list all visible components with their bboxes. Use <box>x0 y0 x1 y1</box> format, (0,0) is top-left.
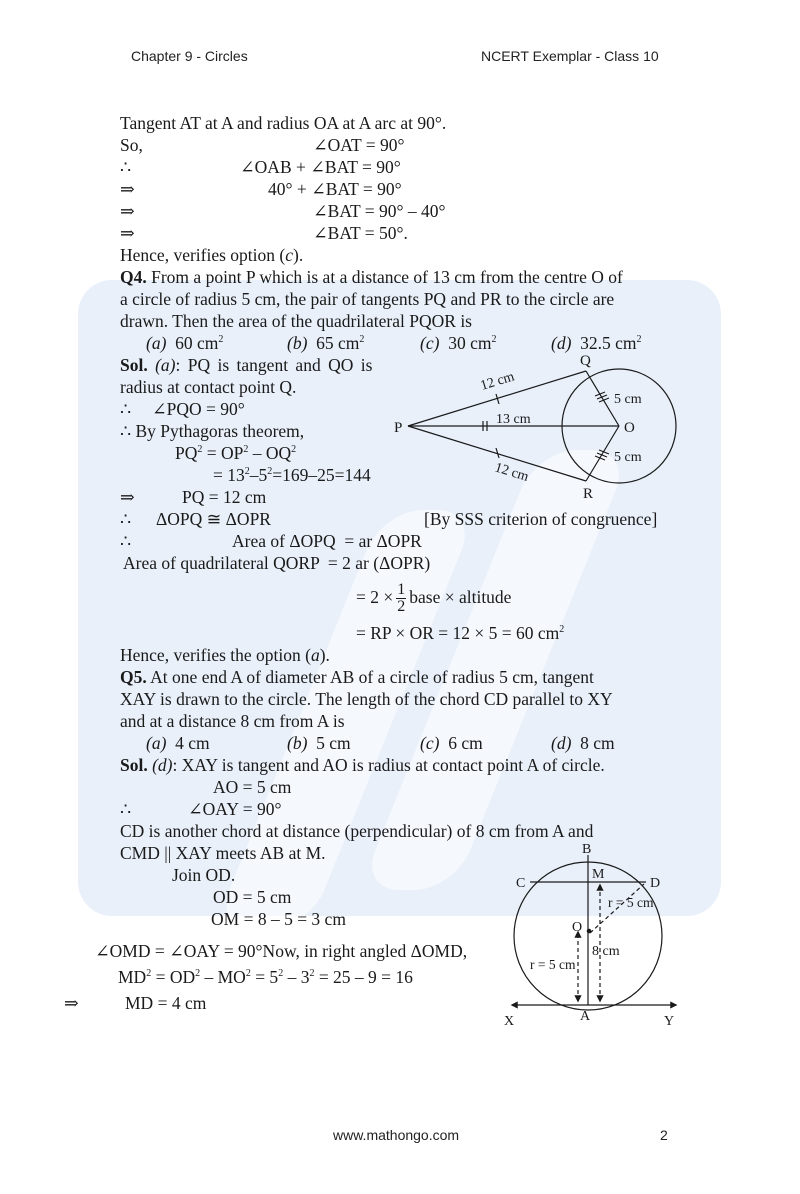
q4-area-eq3: = 2 × $\frac{1}{2}$ base × altitude <box>356 581 512 616</box>
pq-length-label: 12 cm <box>478 369 517 394</box>
point-d-label: D <box>650 876 661 891</box>
point-x-label: X <box>504 1014 515 1029</box>
q3-row-lhs: ⇒ <box>120 201 135 221</box>
po-length-label: 13 cm <box>496 412 531 427</box>
q4-question-line: Q4. From a point P which is at a distance of 13 cm from the centre O of <box>120 267 623 287</box>
q3-row-eq: ∠BAT = 90° – 40° <box>313 201 446 221</box>
q4-therefore: ∴ <box>120 509 132 529</box>
q4-area-eq2: Area of quadrilateral QORP = 2 ar (ΔOPR) <box>123 553 431 573</box>
q5-md-squared: $MD^2 = OD^2 - MO^2 = 5^2 - 3^2 = 25 - 9 = 16$ <box>118 967 413 987</box>
qo-length-label: 5 cm <box>614 392 642 407</box>
q4-option-a: (a) 60 $cm^2$ <box>146 333 224 353</box>
pr-length-label: 12 cm <box>492 460 531 485</box>
ro-length-label: 5 cm <box>614 450 642 465</box>
q5-solution-line: CMD || XAY meets AB at M. <box>120 843 326 863</box>
point-o-label: O <box>572 920 583 935</box>
q5-chord-figure <box>490 835 690 1035</box>
q4-option-d: (d) 32.5 $cm^2$ <box>551 333 642 353</box>
q4-area-eq1: Area of ΔOPQ = ar ΔOPR <box>232 531 422 551</box>
q4-congruence: ΔOPQ ≅ ΔOPR <box>156 509 271 529</box>
header-book-title: NCERT Exemplar - Class 10 <box>481 48 659 64</box>
q4-question-line: drawn. Then the area of the quadrilateral PQOR is <box>120 311 472 331</box>
q5-solution-line: CD is another chord at distance (perpendicular) of 8 cm from A and <box>120 821 594 841</box>
q5-solution-line: Sol. (d): XAY is tangent and AO is radius at contact point A of circle. <box>120 755 605 775</box>
q4-tangent-figure <box>390 345 680 505</box>
header-chapter-title: Chapter 9 - Circles <box>131 48 248 64</box>
q5-option-c: (c) 6 cm <box>420 733 483 753</box>
q4-congruence-reason: [By SSS criterion of congruence] <box>424 509 658 529</box>
q5-od: OD = 5 cm <box>213 887 292 907</box>
q5-question-line: XAY is drawn to the circle. The length of the chord CD parallel to XY <box>120 689 613 709</box>
q3-row-lhs: ⇒ <box>120 179 135 199</box>
q4-pyth-eq1: $PQ^2 = OP^2 - OQ^2$ <box>175 443 297 463</box>
q3-row-eq: ∠OAB + ∠BAT = 90° <box>240 157 401 177</box>
q5-question-line: and at a distance 8 cm from A is <box>120 711 345 731</box>
q5-question-line: Q5. At one end A of diameter AB of a circle of radius 5 cm, tangent <box>120 667 594 687</box>
q5-angle-oay: ∠OAY = 90° <box>188 799 282 819</box>
point-y-label: Y <box>664 1014 675 1029</box>
q4-label: Q4. <box>120 267 147 287</box>
q5-option-d: (d) 8 cm <box>551 733 615 753</box>
q4-option-c: (c) 30 $cm^2$ <box>420 333 497 353</box>
q5-implies: ⇒ <box>64 993 79 1013</box>
q5-therefore: ∴ <box>120 799 132 819</box>
point-b-label: B <box>582 842 592 857</box>
q4-option-b: (b) 65 $cm^2$ <box>287 333 365 353</box>
distance-am-label: 8 cm <box>592 944 620 959</box>
q5-label: Q5. <box>120 667 147 687</box>
radius-od-label: r = 5 cm <box>608 895 654 910</box>
page-number: 2 <box>660 1127 668 1143</box>
q4-therefore: ∴ <box>120 399 132 419</box>
q3-row-lhs: ∴ <box>120 157 132 177</box>
q5-ao: AO = 5 cm <box>213 777 292 797</box>
fraction-half: $\frac{1}{2}$ <box>397 581 406 616</box>
point-o-label: O <box>624 420 635 436</box>
q4-therefore: ∴ <box>120 531 132 551</box>
q3-row-eq: ∠BAT = 50°. <box>313 223 408 243</box>
q4-pq-result: PQ = 12 cm <box>182 487 267 507</box>
q5-angle-omd: ∠OMD = ∠OAY = 90°Now, in right angled ΔOMD, <box>95 941 468 961</box>
q3-tangent-line: Tangent AT at A and radius OA at A arc at 90°. <box>120 113 447 133</box>
q5-om: OM = 8 – 5 = 3 cm <box>211 909 346 929</box>
q4-pythagoras: ∴ By Pythagoras theorem, <box>120 421 305 441</box>
q5-option-b: (b) 5 cm <box>287 733 351 753</box>
q4-solution-line: radius at contact point Q. <box>120 377 297 397</box>
point-a-label: A <box>580 1009 591 1024</box>
q4-area-eq4: = RP × OR = 12 × 5 = 60 $cm^2$ <box>356 623 565 643</box>
q5-option-a: (a) 4 cm <box>146 733 210 753</box>
q3-row-lhs: So, <box>120 135 143 155</box>
q3-row-lhs: ⇒ <box>120 223 135 243</box>
point-c-label: C <box>516 876 526 891</box>
point-p-label: P <box>394 420 403 436</box>
q4-implies: ⇒ <box>120 487 135 507</box>
radius-oa-label: r = 5 cm <box>530 957 576 972</box>
q3-conclusion: Hence, verifies option (c). <box>120 245 304 265</box>
q4-solution-line: Sol. (a): PQ is tangent and QO is <box>120 355 373 375</box>
point-r-label: R <box>583 486 594 502</box>
footer-url: www.mathongo.com <box>333 1127 460 1143</box>
q4-conclusion: Hence, verifies the option (a). <box>120 645 330 665</box>
point-m-label: M <box>592 867 605 882</box>
point-q-label: Q <box>580 353 591 369</box>
q3-row-eq: 40° + ∠BAT = 90° <box>268 179 402 199</box>
q5-md-result: MD = 4 cm <box>125 993 207 1013</box>
q4-question-line: a circle of radius 5 cm, the pair of tangents PQ and PR to the circle are <box>120 289 615 309</box>
q4-pyth-eq2: = $13^2-5^2=169-25=144$ <box>213 465 371 485</box>
q5-join-od: Join OD. <box>172 865 236 885</box>
q4-angle-pqo: ∠PQO = 90° <box>152 399 245 419</box>
q3-row-eq: ∠OAT = 90° <box>313 135 405 155</box>
